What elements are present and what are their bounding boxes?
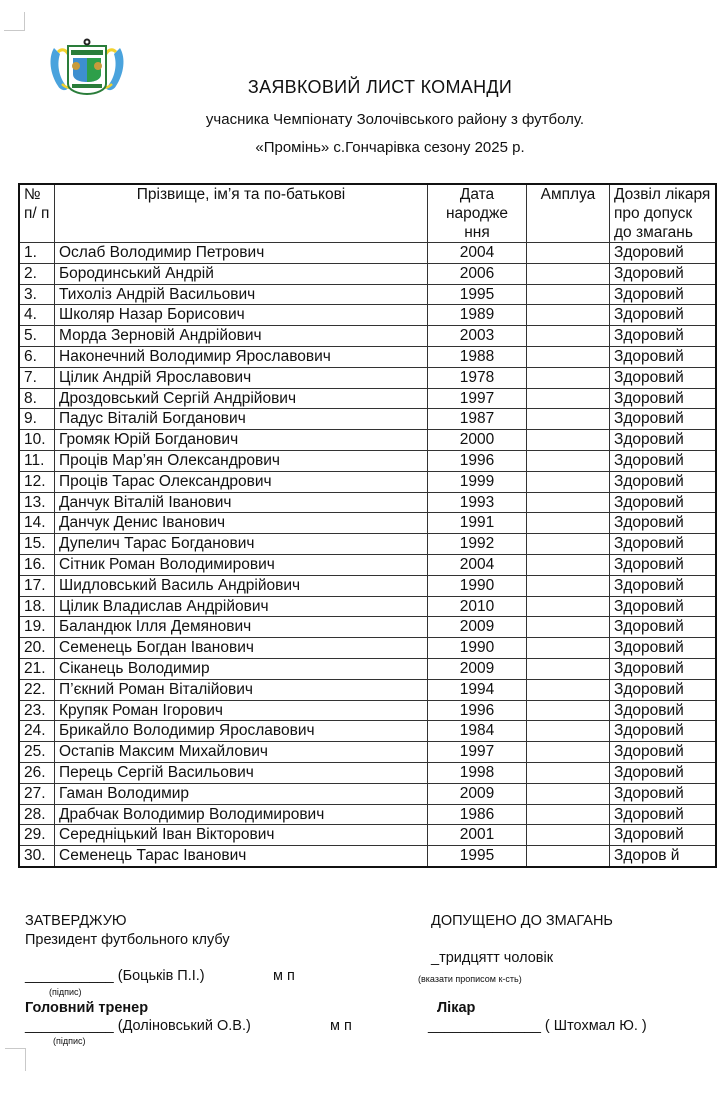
player-name: Проців Мар’ян Олександрович xyxy=(55,450,428,471)
player-doctor-permit: Здоровий xyxy=(610,388,717,409)
doctor-label: Лікар xyxy=(437,1000,476,1016)
player-birth-year: 1995 xyxy=(428,284,527,305)
column-header-doctor-permit: Дозвіл лікаря про допуск до змагань xyxy=(610,184,717,243)
player-name: Семенець Богдан Іванович xyxy=(55,638,428,659)
player-number: 5. xyxy=(19,326,55,347)
player-role xyxy=(527,742,610,763)
signature-hint-1: (підпис) xyxy=(49,987,82,997)
player-birth-year: 2001 xyxy=(428,825,527,846)
player-birth-year: 1998 xyxy=(428,762,527,783)
player-role xyxy=(527,284,610,305)
player-name: Дроздовський Сергій Андрійович xyxy=(55,388,428,409)
player-birth-year: 1988 xyxy=(428,346,527,367)
table-header-row xyxy=(19,184,716,243)
admitted-count: _тридцятт чоловік xyxy=(431,950,554,966)
table-row xyxy=(19,471,716,492)
player-doctor-permit: Здоровий xyxy=(610,762,717,783)
player-number: 30. xyxy=(19,846,55,867)
player-doctor-permit: Здоровий xyxy=(610,721,717,742)
player-name: Цілик Андрій Ярославович xyxy=(55,367,428,388)
approve-label: ЗАТВЕРДЖУЮ xyxy=(25,913,127,929)
player-name: Морда Зерновій Андрійович xyxy=(55,326,428,347)
admitted-label: ДОПУЩЕНО ДО ЗМАГАНЬ xyxy=(431,913,613,929)
player-birth-year: 1996 xyxy=(428,700,527,721)
document-subtitle-team: «Промінь» с.Гончарівка сезону 2025 р. xyxy=(255,139,525,156)
player-number: 1. xyxy=(19,243,55,264)
table-row xyxy=(19,721,716,742)
player-number: 18. xyxy=(19,596,55,617)
player-name: Громяк Юрій Богданович xyxy=(55,430,428,451)
player-doctor-permit: Здоровий xyxy=(610,409,717,430)
player-number: 8. xyxy=(19,388,55,409)
player-doctor-permit: Здоровий xyxy=(610,804,717,825)
player-number: 11. xyxy=(19,450,55,471)
player-role xyxy=(527,783,610,804)
player-doctor-permit: Здоровий xyxy=(610,554,717,575)
player-name: Перець Сергій Васильович xyxy=(55,762,428,783)
player-role xyxy=(527,450,610,471)
table-row xyxy=(19,846,716,867)
player-birth-year: 2010 xyxy=(428,596,527,617)
player-birth-year: 1984 xyxy=(428,721,527,742)
player-number: 17. xyxy=(19,575,55,596)
table-row xyxy=(19,783,716,804)
player-doctor-permit: Здоровий xyxy=(610,575,717,596)
player-number: 3. xyxy=(19,284,55,305)
player-name: Ослаб Володимир Петрович xyxy=(55,243,428,264)
player-role xyxy=(527,492,610,513)
player-name: Середніцький Іван Вікторович xyxy=(55,825,428,846)
player-birth-year: 1993 xyxy=(428,492,527,513)
table-row xyxy=(19,534,716,555)
player-number: 15. xyxy=(19,534,55,555)
player-doctor-permit: Здоровий xyxy=(610,284,717,305)
table-row xyxy=(19,700,716,721)
table-row xyxy=(19,243,716,264)
player-doctor-permit: Здоров й xyxy=(610,846,717,867)
player-name: Гаман Володимир xyxy=(55,783,428,804)
player-name: Данчук Денис Іванович xyxy=(55,513,428,534)
player-doctor-permit: Здоровий xyxy=(610,513,717,534)
table-row xyxy=(19,388,716,409)
table-row xyxy=(19,492,716,513)
player-birth-year: 2004 xyxy=(428,554,527,575)
player-doctor-permit: Здоровий xyxy=(610,346,717,367)
player-name: Шидловський Василь Андрійович xyxy=(55,575,428,596)
player-role xyxy=(527,305,610,326)
table-row xyxy=(19,305,716,326)
president-signature-line: ___________ (Боцьків П.І.) xyxy=(25,968,205,984)
player-doctor-permit: Здоровий xyxy=(610,534,717,555)
player-doctor-permit: Здоровий xyxy=(610,450,717,471)
player-name: Тихоліз Андрій Васильович xyxy=(55,284,428,305)
player-number: 27. xyxy=(19,783,55,804)
table-row xyxy=(19,762,716,783)
doctor-signature-line: ______________ ( Штохмал Ю. ) xyxy=(428,1018,647,1034)
table-row xyxy=(19,326,716,347)
player-role xyxy=(527,575,610,596)
player-role xyxy=(527,638,610,659)
player-doctor-permit: Здоровий xyxy=(610,783,717,804)
player-role xyxy=(527,263,610,284)
player-role xyxy=(527,346,610,367)
player-number: 7. xyxy=(19,367,55,388)
table-row xyxy=(19,513,716,534)
player-name: Проців Тарас Олександрович xyxy=(55,471,428,492)
player-birth-year: 1989 xyxy=(428,305,527,326)
player-birth-year: 1997 xyxy=(428,388,527,409)
player-name: Семенець Тарас Іванович xyxy=(55,846,428,867)
player-number: 21. xyxy=(19,658,55,679)
document-title: ЗАЯВКОВИЙ ЛИСТ КОМАНДИ xyxy=(247,77,513,97)
player-birth-year: 1990 xyxy=(428,638,527,659)
player-role xyxy=(527,700,610,721)
table-row xyxy=(19,679,716,700)
player-role xyxy=(527,513,610,534)
player-birth-year: 1987 xyxy=(428,409,527,430)
player-doctor-permit: Здоровий xyxy=(610,638,717,659)
table-row xyxy=(19,367,716,388)
player-birth-year: 1990 xyxy=(428,575,527,596)
player-role xyxy=(527,388,610,409)
player-name: Сітник Роман Володимирович xyxy=(55,554,428,575)
player-name: Данчук Віталій Іванович xyxy=(55,492,428,513)
player-birth-year: 1997 xyxy=(428,742,527,763)
player-doctor-permit: Здоровий xyxy=(610,243,717,264)
player-number: 9. xyxy=(19,409,55,430)
player-birth-year: 1994 xyxy=(428,679,527,700)
player-role xyxy=(527,617,610,638)
stamp-placeholder-2: м п xyxy=(330,1018,352,1034)
signature-hint-2: (підпис) xyxy=(53,1036,86,1046)
player-name: Цілик Владислав Андрійович xyxy=(55,596,428,617)
player-doctor-permit: Здоровий xyxy=(610,679,717,700)
column-header-name: Прізвище, ім’я та по-батькові xyxy=(55,184,428,243)
player-birth-year: 2004 xyxy=(428,243,527,264)
player-role xyxy=(527,679,610,700)
player-number: 22. xyxy=(19,679,55,700)
table-row xyxy=(19,804,716,825)
page-corner-mark-top xyxy=(4,12,25,31)
admitted-count-hint: (вказати прописом к-сть) xyxy=(418,974,522,984)
table-row xyxy=(19,430,716,451)
player-name: Драбчак Володимир Володимирович xyxy=(55,804,428,825)
player-name: П’єкний Роман Віталійович xyxy=(55,679,428,700)
player-doctor-permit: Здоровий xyxy=(610,367,717,388)
player-birth-year: 1999 xyxy=(428,471,527,492)
page-corner-mark-bottom xyxy=(5,1048,26,1071)
table-row xyxy=(19,617,716,638)
player-birth-year: 1992 xyxy=(428,534,527,555)
player-birth-year: 1986 xyxy=(428,804,527,825)
player-number: 14. xyxy=(19,513,55,534)
table-row xyxy=(19,554,716,575)
player-role xyxy=(527,762,610,783)
player-name: Остапів Максим Михайлович xyxy=(55,742,428,763)
player-number: 16. xyxy=(19,554,55,575)
column-header-birth-date: Дата народже ння xyxy=(428,184,527,243)
president-label: Президент футбольного клубу xyxy=(25,932,230,948)
player-role xyxy=(527,534,610,555)
table-row xyxy=(19,575,716,596)
player-birth-year: 1978 xyxy=(428,367,527,388)
table-row xyxy=(19,658,716,679)
player-role xyxy=(527,243,610,264)
player-number: 25. xyxy=(19,742,55,763)
player-name: Падус Віталій Богданович xyxy=(55,409,428,430)
player-doctor-permit: Здоровий xyxy=(610,326,717,347)
player-birth-year: 2009 xyxy=(428,658,527,679)
player-name: Дупелич Тарас Богданович xyxy=(55,534,428,555)
player-role xyxy=(527,721,610,742)
player-birth-year: 1996 xyxy=(428,450,527,471)
table-row xyxy=(19,409,716,430)
player-doctor-permit: Здоровий xyxy=(610,492,717,513)
player-role xyxy=(527,471,610,492)
table-row xyxy=(19,263,716,284)
player-role xyxy=(527,409,610,430)
player-number: 19. xyxy=(19,617,55,638)
stamp-placeholder-1: м п xyxy=(273,968,295,984)
player-birth-year: 1991 xyxy=(428,513,527,534)
table-row xyxy=(19,638,716,659)
table-row xyxy=(19,825,716,846)
document-subtitle-championship: учасника Чемпіонату Золочівського району з футболу. xyxy=(205,111,585,128)
player-name: Брикайло Володимир Ярославович xyxy=(55,721,428,742)
column-header-number: № п/ п xyxy=(19,184,55,243)
player-role xyxy=(527,554,610,575)
player-number: 12. xyxy=(19,471,55,492)
player-doctor-permit: Здоровий xyxy=(610,305,717,326)
table-row xyxy=(19,596,716,617)
player-doctor-permit: Здоровий xyxy=(610,617,717,638)
player-number: 10. xyxy=(19,430,55,451)
player-role xyxy=(527,825,610,846)
player-role xyxy=(527,367,610,388)
player-role xyxy=(527,658,610,679)
head-coach-signature-line: ___________ (Доліновський О.В.) xyxy=(25,1018,251,1034)
player-birth-year: 1995 xyxy=(428,846,527,867)
player-number: 26. xyxy=(19,762,55,783)
player-role xyxy=(527,804,610,825)
player-number: 29. xyxy=(19,825,55,846)
player-doctor-permit: Здоровий xyxy=(610,742,717,763)
player-doctor-permit: Здоровий xyxy=(610,825,717,846)
player-birth-year: 2009 xyxy=(428,617,527,638)
player-number: 13. xyxy=(19,492,55,513)
player-number: 28. xyxy=(19,804,55,825)
table-row xyxy=(19,450,716,471)
player-name: Бородинський Андрій xyxy=(55,263,428,284)
player-role xyxy=(527,846,610,867)
player-doctor-permit: Здоровий xyxy=(610,700,717,721)
player-name: Сіканець Володимир xyxy=(55,658,428,679)
player-number: 20. xyxy=(19,638,55,659)
player-number: 23. xyxy=(19,700,55,721)
table-row xyxy=(19,742,716,763)
player-number: 6. xyxy=(19,346,55,367)
player-doctor-permit: Здоровий xyxy=(610,263,717,284)
player-name: Школяр Назар Борисович xyxy=(55,305,428,326)
player-doctor-permit: Здоровий xyxy=(610,658,717,679)
player-role xyxy=(527,326,610,347)
player-birth-year: 2006 xyxy=(428,263,527,284)
player-doctor-permit: Здоровий xyxy=(610,430,717,451)
player-name: Наконечний Володимир Ярославович xyxy=(55,346,428,367)
player-role xyxy=(527,430,610,451)
table-row xyxy=(19,284,716,305)
team-roster-table xyxy=(18,183,717,868)
player-number: 24. xyxy=(19,721,55,742)
player-number: 4. xyxy=(19,305,55,326)
head-coach-label: Головний тренер xyxy=(25,1000,149,1016)
player-doctor-permit: Здоровий xyxy=(610,596,717,617)
player-name: Крупяк Роман Ігорович xyxy=(55,700,428,721)
player-birth-year: 2003 xyxy=(428,326,527,347)
player-name: Баландюк Ілля Демянович xyxy=(55,617,428,638)
player-birth-year: 2000 xyxy=(428,430,527,451)
table-row xyxy=(19,346,716,367)
column-header-role: Амплуа xyxy=(527,184,610,243)
player-doctor-permit: Здоровий xyxy=(610,471,717,492)
player-birth-year: 2009 xyxy=(428,783,527,804)
player-number: 2. xyxy=(19,263,55,284)
player-role xyxy=(527,596,610,617)
